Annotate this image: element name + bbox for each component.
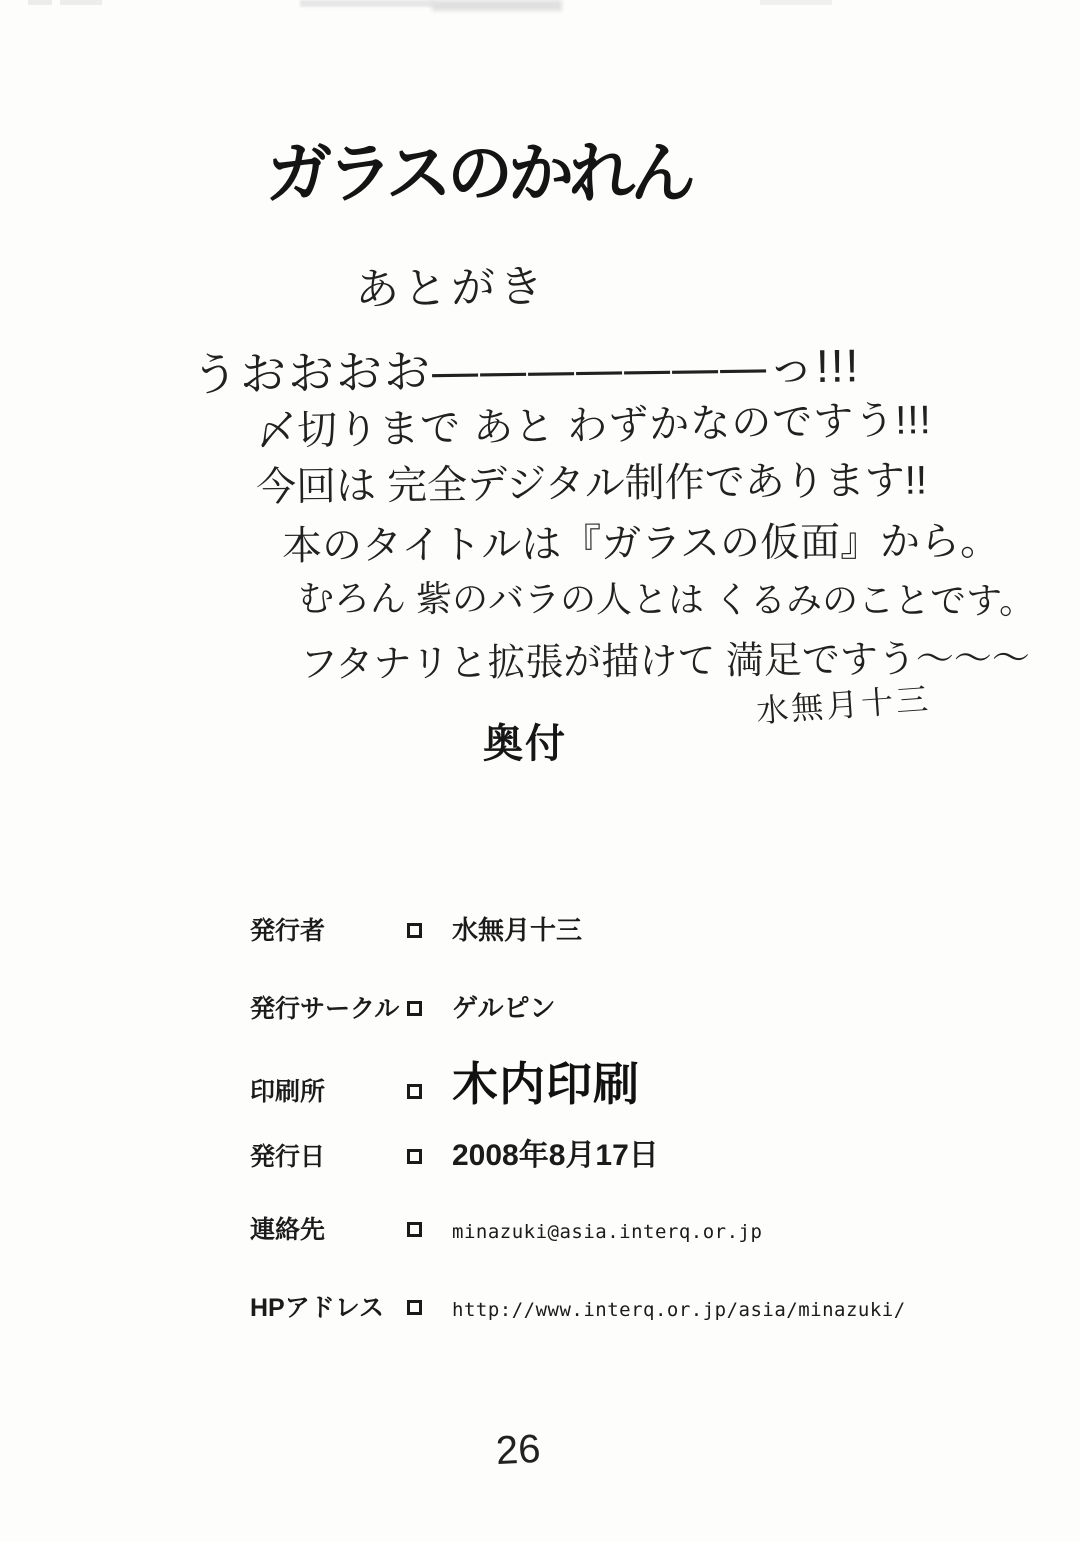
page-number: 26 [494, 1426, 542, 1474]
colophon-value: ゲルピン [452, 993, 556, 1023]
colophon-value: http://www.interq.or.jp/asia/minazuki/ [452, 1299, 906, 1321]
scan-artifact [432, 0, 562, 11]
colophon-row-circle [250, 988, 930, 1025]
colophon-row-contact-email [250, 1210, 930, 1246]
handwritten-line: 今回は 完全デジタル制作であります!! [255, 458, 928, 510]
colophon-value: 木内印刷 [452, 1058, 640, 1110]
colophon-label: 発行日 [250, 1143, 326, 1171]
scan-artifact [28, 0, 52, 5]
scan-artifact [60, 0, 102, 5]
doujin-title: ガラスのかれん [266, 138, 692, 211]
scan-artifact [300, 0, 435, 7]
colophon-heading: 奥付 [483, 722, 567, 766]
colophon-label: 連絡先 [250, 1216, 326, 1244]
handwritten-line: 本のタイトルは『ガラスの仮面』から。 [281, 519, 1001, 569]
checkbox-icon [407, 1222, 422, 1237]
scan-artifact [760, 0, 832, 5]
checkbox-icon [407, 1084, 422, 1099]
colophon-value: 水無月十三 [452, 915, 583, 945]
checkbox-icon [407, 1300, 422, 1315]
colophon-row-homepage-url [250, 1288, 930, 1324]
afterword-heading: あとがき [354, 262, 548, 315]
handwritten-line: うおおおお―――――――っ!!! [191, 339, 861, 401]
colophon-value: minazuki@asia.interq.or.jp [452, 1221, 763, 1243]
checkbox-icon [407, 923, 422, 938]
colophon-label: 発行サークル [250, 995, 400, 1023]
colophon-value: 2008年8月17日 [452, 1139, 659, 1172]
handwritten-line: フタナリと拡張が描けて 満足ですう〜〜〜 [299, 637, 1031, 687]
author-signature: 水無月十三 [755, 680, 933, 730]
handwritten-line: 〆切りまで あと わずかなのですう!!! [255, 398, 932, 454]
colophon-row-publication-date [250, 1130, 930, 1174]
colophon-row-publisher [250, 910, 930, 947]
colophon-label: HPアドレス [250, 1294, 384, 1322]
handwritten-line: むろん 紫のバラの人とは くるみのことです。 [297, 577, 1036, 622]
colophon-label: 印刷所 [250, 1078, 326, 1106]
colophon-row-printer [250, 1048, 930, 1114]
colophon-label: 発行者 [250, 917, 326, 945]
checkbox-icon [407, 1149, 422, 1164]
checkbox-icon [407, 1001, 422, 1016]
